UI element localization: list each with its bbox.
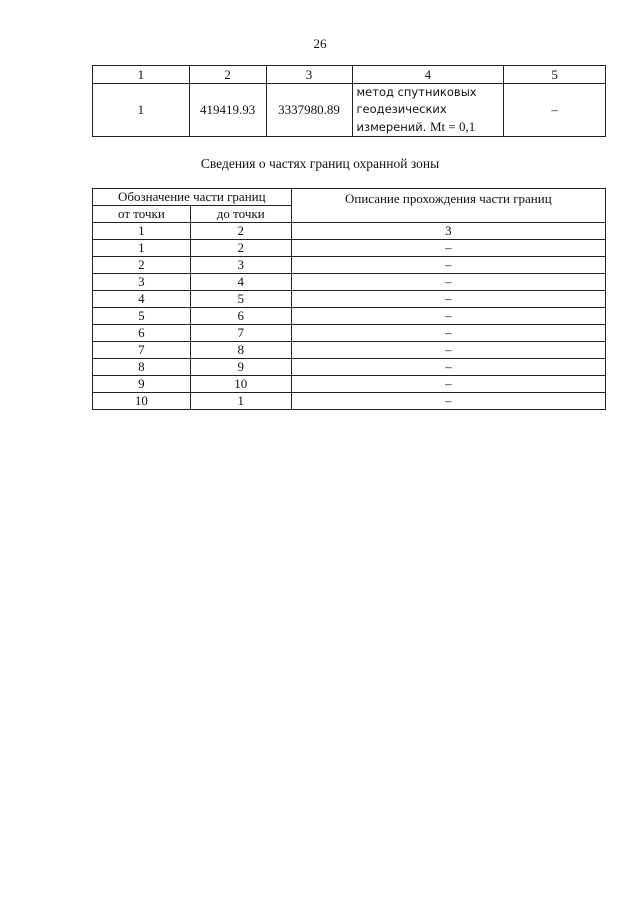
from-point-cell: 6 xyxy=(93,325,191,342)
table-row xyxy=(93,274,606,291)
column-5-cell: – xyxy=(504,84,606,137)
description-cell: – xyxy=(291,342,605,359)
description-cell: – xyxy=(291,257,605,274)
coordinates-header-cell: 2 xyxy=(189,66,266,84)
table-row xyxy=(93,359,606,376)
table-row xyxy=(93,240,606,257)
to-point-cell: 1 xyxy=(190,393,291,410)
to-point-cell: 5 xyxy=(190,291,291,308)
from-point-cell: 2 xyxy=(93,257,191,274)
from-point-cell: 3 xyxy=(93,274,191,291)
from-point-cell: 9 xyxy=(93,376,191,393)
header-description: Описание прохождения части границ xyxy=(291,189,605,223)
description-cell: – xyxy=(291,325,605,342)
from-point-cell: 8 xyxy=(93,359,191,376)
x-coordinate-cell: 419419.93 xyxy=(189,84,266,137)
table-row xyxy=(93,308,606,325)
from-point-cell: 5 xyxy=(93,308,191,325)
boundary-parts-table xyxy=(92,188,606,410)
description-cell: – xyxy=(291,359,605,376)
numbering-cell: 2 xyxy=(190,223,291,240)
table-row xyxy=(93,291,606,308)
to-point-cell: 2 xyxy=(190,240,291,257)
method-accuracy: Mt = 0,1 xyxy=(430,119,476,134)
to-point-cell: 6 xyxy=(190,308,291,325)
from-point-cell: 7 xyxy=(93,342,191,359)
description-cell: – xyxy=(291,393,605,410)
description-cell: – xyxy=(291,274,605,291)
to-point-cell: 7 xyxy=(190,325,291,342)
method-line: метод спутниковых xyxy=(356,85,477,99)
to-point-cell: 10 xyxy=(190,376,291,393)
table-row xyxy=(93,257,606,274)
y-coordinate-cell: 3337980.89 xyxy=(266,84,352,137)
from-point-cell: 1 xyxy=(93,240,191,257)
method-line: геодезических xyxy=(356,102,447,116)
description-cell: – xyxy=(291,240,605,257)
header-to-point: до точки xyxy=(190,206,291,223)
to-point-cell: 9 xyxy=(190,359,291,376)
point-number-cell: 1 xyxy=(93,84,190,137)
coordinates-table xyxy=(92,65,606,137)
coordinates-header-cell: 3 xyxy=(266,66,352,84)
table-row xyxy=(93,376,606,393)
description-cell: – xyxy=(291,376,605,393)
table-row xyxy=(93,325,606,342)
to-point-cell: 4 xyxy=(190,274,291,291)
table-row xyxy=(93,393,606,410)
parts-numbering-row xyxy=(93,223,606,240)
page-number: 26 xyxy=(313,36,327,51)
coordinates-header-cell: 5 xyxy=(504,66,606,84)
description-cell: – xyxy=(291,308,605,325)
header-boundary-designation: Обозначение части границ xyxy=(93,189,292,206)
table-row xyxy=(93,342,606,359)
from-point-cell: 10 xyxy=(93,393,191,410)
parts-header-row xyxy=(93,189,606,206)
numbering-cell: 3 xyxy=(291,223,605,240)
to-point-cell: 8 xyxy=(190,342,291,359)
header-from-point: от точки xyxy=(93,206,191,223)
coordinates-data-row xyxy=(93,84,606,137)
numbering-cell: 1 xyxy=(93,223,191,240)
coordinates-header-cell: 1 xyxy=(93,66,190,84)
method-line: измерений. xyxy=(356,120,427,134)
to-point-cell: 3 xyxy=(190,257,291,274)
coordinates-header-row xyxy=(93,66,606,84)
section-title: Сведения о частях границ охранной зоны xyxy=(200,156,440,171)
from-point-cell: 4 xyxy=(93,291,191,308)
description-cell: – xyxy=(291,291,605,308)
method-cell xyxy=(352,84,504,137)
coordinates-header-cell: 4 xyxy=(352,66,504,84)
